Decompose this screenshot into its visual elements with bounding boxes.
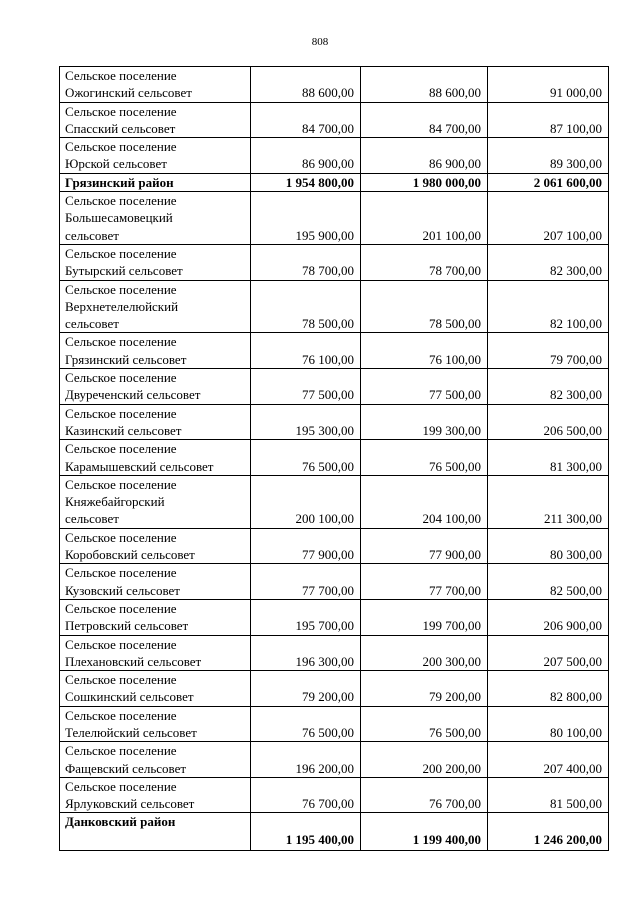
settlement-name-line: Сельское поселение: [65, 370, 177, 386]
amount-cell-year-1: 76 500,00: [251, 706, 361, 742]
amount-cell-year-1: 195 700,00: [251, 599, 361, 635]
amount-cell-year-1: 76 700,00: [251, 777, 361, 813]
amount-cell-year-2: 79 200,00: [361, 671, 488, 707]
settlement-name-cell: [60, 280, 251, 333]
settlement-name-line: Сельское поселение: [65, 334, 177, 350]
settlement-name-cell: [60, 742, 251, 778]
settlement-name-line: Сельское поселение: [65, 707, 177, 723]
settlement-name-line: сельсовет: [65, 511, 119, 527]
amount-cell-year-3: 89 300,00: [488, 138, 609, 174]
table-row: [60, 67, 609, 103]
row-spacer: [65, 831, 244, 848]
settlement-name-line: Сельское поселение: [65, 600, 177, 616]
table-row: [60, 599, 609, 635]
table-row: [60, 475, 609, 528]
amount-cell-year-1: 196 300,00: [251, 635, 361, 671]
amount-cell-year-3: 81 500,00: [488, 777, 609, 813]
amount-cell-year-3: 206 900,00: [488, 599, 609, 635]
settlement-name-line: Ожогинский сельсовет: [65, 85, 192, 101]
amount-cell-year-1: 78 700,00: [251, 244, 361, 280]
settlement-name-cell: [60, 102, 251, 138]
amount-cell-year-3: 81 300,00: [488, 440, 609, 476]
amount-cell-year-1: 84 700,00: [251, 102, 361, 138]
amount-cell-year-2: 77 500,00: [361, 369, 488, 405]
settlement-name-line: Сельское поселение: [65, 405, 177, 421]
settlement-name-cell: [60, 813, 251, 851]
settlement-name-line: Сельское поселение: [65, 103, 177, 119]
settlement-name-line: Кузовский сельсовет: [65, 582, 180, 598]
settlement-name-line: Сельское поселение: [65, 529, 177, 545]
amount-cell-year-3: 211 300,00: [488, 475, 609, 528]
amount-cell-year-3: 82 800,00: [488, 671, 609, 707]
settlement-name-cell: [60, 369, 251, 405]
settlement-name-line: Сошкинский сельсовет: [65, 689, 194, 705]
amount-cell-year-1: 79 200,00: [251, 671, 361, 707]
amount-cell-year-3: 206 500,00: [488, 404, 609, 440]
amount-cell-year-2: 200 300,00: [361, 635, 488, 671]
amount-cell-year-3: 2 061 600,00: [488, 173, 609, 191]
settlement-name-cell: [60, 528, 251, 564]
settlement-name-line: Двуреченский сельсовет: [65, 387, 201, 403]
settlement-name-cell: [60, 333, 251, 369]
settlement-name-line: Ярлуковский сельсовет: [65, 796, 195, 812]
settlement-name-line: Спасский сельсовет: [65, 120, 176, 136]
table-row: [60, 102, 609, 138]
amount-cell-year-2: 78 500,00: [361, 280, 488, 333]
table-row: [60, 333, 609, 369]
table-row: [60, 280, 609, 333]
amount-cell-year-1: 88 600,00: [251, 67, 361, 103]
amount-cell-year-2: 76 500,00: [361, 440, 488, 476]
settlement-name-line: Большесамовецкий: [65, 210, 173, 226]
table-row: [60, 777, 609, 813]
settlement-name-cell: [60, 777, 251, 813]
settlement-name-cell: [60, 564, 251, 600]
settlement-name-line: Грязинский район: [65, 174, 174, 190]
settlement-name-cell: [60, 244, 251, 280]
amount-cell-year-2: 76 700,00: [361, 777, 488, 813]
amount-cell-year-1: 195 900,00: [251, 192, 361, 245]
amount-cell-year-1: 1 954 800,00: [251, 173, 361, 191]
amount-cell-year-3: 82 300,00: [488, 244, 609, 280]
settlement-name-line: Верхнетелелюйский: [65, 298, 179, 314]
amount-cell-year-1: 77 900,00: [251, 528, 361, 564]
settlement-name-line: Сельское поселение: [65, 139, 177, 155]
amount-cell-year-1: 77 500,00: [251, 369, 361, 405]
page-number: 808: [311, 36, 329, 48]
amount-cell-year-1: 78 500,00: [251, 280, 361, 333]
amount-cell-year-1: 200 100,00: [251, 475, 361, 528]
settlement-name-cell: [60, 635, 251, 671]
settlement-name-line: Княжебайгорский: [65, 494, 165, 510]
settlement-name-cell: [60, 475, 251, 528]
amount-cell-year-3: 82 300,00: [488, 369, 609, 405]
amount-cell-year-2: 200 200,00: [361, 742, 488, 778]
amount-cell-year-3: 87 100,00: [488, 102, 609, 138]
amount-cell-year-3: 80 100,00: [488, 706, 609, 742]
settlement-name-line: сельсовет: [65, 227, 119, 243]
amount-cell-year-1: 86 900,00: [251, 138, 361, 174]
table-row: [60, 369, 609, 405]
settlement-name-line: Петровский сельсовет: [65, 618, 189, 634]
settlement-name-line: Сельское поселение: [65, 743, 177, 759]
amount-cell-year-2: 76 500,00: [361, 706, 488, 742]
settlement-name-line: Бутырский сельсовет: [65, 263, 183, 279]
settlement-name-line: Фащевский сельсовет: [65, 760, 187, 776]
amount-cell-year-3: 207 400,00: [488, 742, 609, 778]
amount-cell-year-2: 84 700,00: [361, 102, 488, 138]
settlement-name-line: Сельское поселение: [65, 778, 177, 794]
settlement-name-line: Коробовский сельсовет: [65, 547, 195, 563]
amount-cell-year-3: 207 100,00: [488, 192, 609, 245]
amount-cell-year-1: 76 500,00: [251, 440, 361, 476]
table-row: [60, 742, 609, 778]
settlement-name-line: Сельское поселение: [65, 193, 177, 209]
amount-cell-year-2: 78 700,00: [361, 244, 488, 280]
settlement-name-line: Плехановский сельсовет: [65, 653, 202, 669]
table-body: [60, 67, 609, 851]
settlement-name-line: Сельское поселение: [65, 441, 177, 457]
table-row: [60, 671, 609, 707]
amount-cell-year-1: 1 195 400,00: [251, 813, 361, 851]
settlement-name-cell: [60, 404, 251, 440]
settlement-name-line: Сельское поселение: [65, 245, 177, 261]
budget-table: [59, 66, 609, 851]
settlement-name-cell: [60, 67, 251, 103]
amount-cell-year-2: 88 600,00: [361, 67, 488, 103]
settlement-name-line: Юрской сельсовет: [65, 156, 167, 172]
settlement-name-line: Телелюйский сельсовет: [65, 724, 197, 740]
amount-cell-year-1: 195 300,00: [251, 404, 361, 440]
amount-cell-year-2: 199 300,00: [361, 404, 488, 440]
amount-cell-year-2: 201 100,00: [361, 192, 488, 245]
table-row: [60, 528, 609, 564]
table-row: [60, 192, 609, 245]
table-row: [60, 635, 609, 671]
table-row: [60, 440, 609, 476]
amount-cell-year-3: 82 500,00: [488, 564, 609, 600]
amount-cell-year-3: 82 100,00: [488, 280, 609, 333]
settlement-name-line: Карамышевский сельсовет: [65, 458, 214, 474]
settlement-name-line: Сельское поселение: [65, 281, 177, 297]
amount-cell-year-1: 76 100,00: [251, 333, 361, 369]
table-row: [60, 706, 609, 742]
settlement-name-cell: [60, 192, 251, 245]
amount-cell-year-2: 204 100,00: [361, 475, 488, 528]
amount-cell-year-2: 1 980 000,00: [361, 173, 488, 191]
amount-cell-year-2: 1 199 400,00: [361, 813, 488, 851]
amount-cell-year-2: 199 700,00: [361, 599, 488, 635]
amount-cell-year-3: 1 246 200,00: [488, 813, 609, 851]
settlement-name-line: Сельское поселение: [65, 672, 177, 688]
amount-cell-year-1: 77 700,00: [251, 564, 361, 600]
table-row: [60, 564, 609, 600]
amount-cell-year-2: 77 700,00: [361, 564, 488, 600]
settlement-name-cell: [60, 440, 251, 476]
settlement-name-line: Казинский сельсовет: [65, 422, 182, 438]
district-row: [60, 173, 609, 191]
settlement-name-line: сельсовет: [65, 316, 119, 332]
settlement-name-cell: [60, 138, 251, 174]
settlement-name-cell: [60, 173, 251, 191]
amount-cell-year-2: 86 900,00: [361, 138, 488, 174]
table-row: [60, 138, 609, 174]
settlement-name-cell: [60, 706, 251, 742]
amount-cell-year-3: 80 300,00: [488, 528, 609, 564]
amount-cell-year-3: 207 500,00: [488, 635, 609, 671]
amount-cell-year-2: 77 900,00: [361, 528, 488, 564]
table-row: [60, 404, 609, 440]
amount-cell-year-2: 76 100,00: [361, 333, 488, 369]
settlement-name-cell: [60, 599, 251, 635]
table-row: [60, 244, 609, 280]
settlement-name-line: Грязинский сельсовет: [65, 351, 187, 367]
settlement-name-line: Сельское поселение: [65, 565, 177, 581]
settlement-name-line: Сельское поселение: [65, 68, 177, 83]
amount-cell-year-3: 91 000,00: [488, 67, 609, 103]
settlement-name-line: Сельское поселение: [65, 476, 177, 492]
settlement-name-line: Сельское поселение: [65, 636, 177, 652]
settlement-name-cell: [60, 671, 251, 707]
amount-cell-year-3: 79 700,00: [488, 333, 609, 369]
district-row: [60, 813, 609, 851]
settlement-name-line: Данковский район: [65, 814, 176, 830]
amount-cell-year-1: 196 200,00: [251, 742, 361, 778]
